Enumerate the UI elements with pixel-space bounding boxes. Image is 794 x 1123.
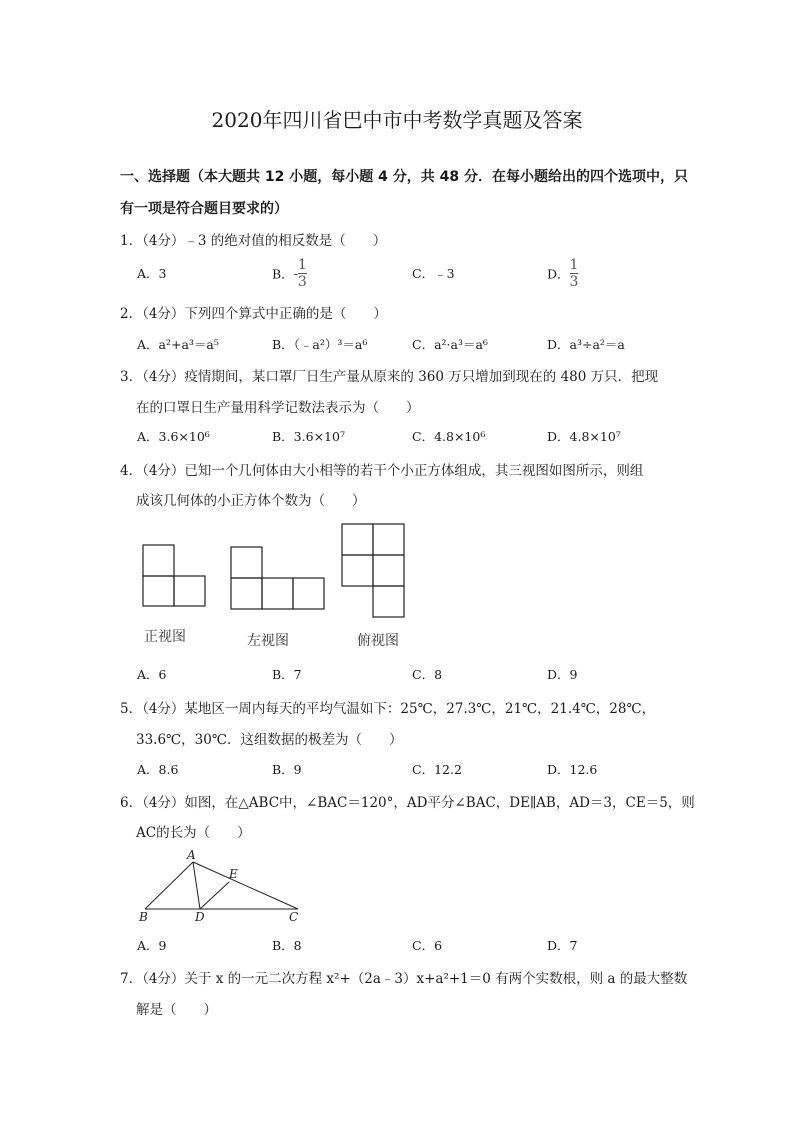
question-6-stem-line2: AC的长为（ ）	[136, 825, 251, 841]
question-7-stem-line2: 解是（ ）	[136, 1002, 217, 1018]
segment-ab	[145, 862, 193, 909]
q6-option-c: C．6	[412, 938, 443, 953]
section-heading-line2: 有一项是符合题目要求的）	[120, 201, 288, 217]
front-view	[143, 545, 205, 606]
question-5-stem-line1: 5．（4分）某地区一周内每天的平均气温如下：25℃，27.3℃，21℃，21.4℃，28℃，	[120, 701, 656, 717]
q5-option-d: D．12.6	[547, 762, 598, 777]
q3-option-d: D．4.8×10⁷	[547, 429, 621, 444]
point-d-label: D	[195, 910, 205, 923]
question-2-stem: 2．（4分）下列四个算式中正确的是（ ）	[120, 306, 387, 322]
q5-option-a: A．8.6	[137, 762, 179, 777]
segment-ad	[193, 862, 200, 909]
q3-option-a: A．3.6×10⁶	[137, 429, 210, 444]
question-3-stem-line1: 3．（4分）疫情期间，某口罩厂日生产量从原来的 360 万只增加到现在的 480 万只．把现	[120, 369, 659, 385]
question-6-stem-line1: 6．（4分）如图，在△ABC中，∠BAC＝120°，AD平分∠BAC，DE∥AB，AD＝3，CE＝5，则	[120, 795, 695, 811]
q1-option-d-label: D．	[547, 266, 570, 282]
top-view	[342, 524, 404, 617]
q1-option-d-numerator: 1	[569, 257, 579, 273]
q1-option-b-label: B．	[272, 266, 294, 282]
q3-option-b: B．3.6×10⁷	[272, 429, 345, 444]
three-view-figure	[130, 515, 420, 655]
q4-option-c: C．8	[412, 667, 443, 682]
segment-de	[200, 882, 229, 909]
question-7-stem-line1: 7．（4分）关于 x 的一元二次方程 x²+（2a﹣3）x+a²+1＝0 有两个实数根，则 a 的最大整数	[120, 971, 688, 987]
top-view-caption: 俯视图	[357, 633, 399, 649]
q1-option-b-sign: -	[293, 266, 298, 281]
q4-option-b: B．7	[272, 667, 302, 682]
left-view	[231, 547, 324, 609]
q1-option-b-fraction	[298, 258, 307, 289]
page-title: 2020年四川省巴中市中考数学真题及答案	[211, 108, 583, 132]
q1-option-b-numerator: 1	[297, 257, 307, 273]
q6-option-a: A．9	[137, 938, 167, 953]
q2-option-b: B．（﹣a²）³＝a⁶	[272, 337, 368, 352]
q6-option-b: B．8	[272, 938, 302, 953]
front-view-caption: 正视图	[144, 629, 186, 645]
q4-option-d: D．9	[547, 667, 578, 682]
q5-option-b: B．9	[272, 762, 302, 777]
q6-option-d: D．7	[547, 938, 578, 953]
q1-option-c: C．﹣3	[412, 266, 455, 281]
q5-option-c: C．12.2	[412, 762, 462, 777]
q2-option-c: C．a²·a³＝a⁶	[412, 337, 488, 352]
q1-option-d	[547, 258, 578, 289]
point-b-label: B	[139, 910, 148, 923]
q1-option-d-fraction	[570, 258, 579, 289]
question-1-stem: 1．（4分）﹣3 的绝对值的相反数是（ ）	[120, 233, 387, 249]
q1-option-b-denominator: 3	[297, 274, 307, 290]
question-5-stem-line2: 33.6℃，30℃．这组数据的极差为（ ）	[136, 732, 403, 748]
q1-option-b	[272, 258, 307, 289]
q2-option-d: D．a³÷a²＝a	[547, 337, 625, 352]
point-a-label: A	[187, 848, 196, 862]
q4-option-a: A．6	[137, 667, 167, 682]
q3-option-c: C．4.8×10⁶	[412, 429, 486, 444]
q1-option-d-denominator: 3	[569, 274, 579, 290]
question-4-stem-line1: 4．（4分）已知一个几何体由大小相等的若干个小正方体组成，其三视图如图所示，则组	[120, 463, 644, 479]
point-c-label: C	[289, 910, 299, 923]
point-e-label: E	[229, 867, 238, 881]
question-3-stem-line2: 在的口罩日生产量用科学记数法表示为（ ）	[136, 400, 420, 416]
q2-option-a: A．a²+a³＝a⁵	[137, 337, 219, 352]
q1-option-a: A．3	[137, 266, 167, 281]
section-heading-line1: 一、选择题（本大题共 12 小题，每小题 4 分，共 48 分．在每小题给出的四个选项中，只	[120, 169, 688, 185]
left-view-caption: 左视图	[247, 633, 289, 649]
segment-ac	[193, 862, 298, 909]
question-4-stem-line2: 成该几何体的小正方体个数为（ ）	[136, 493, 366, 509]
triangle-figure	[135, 848, 310, 923]
